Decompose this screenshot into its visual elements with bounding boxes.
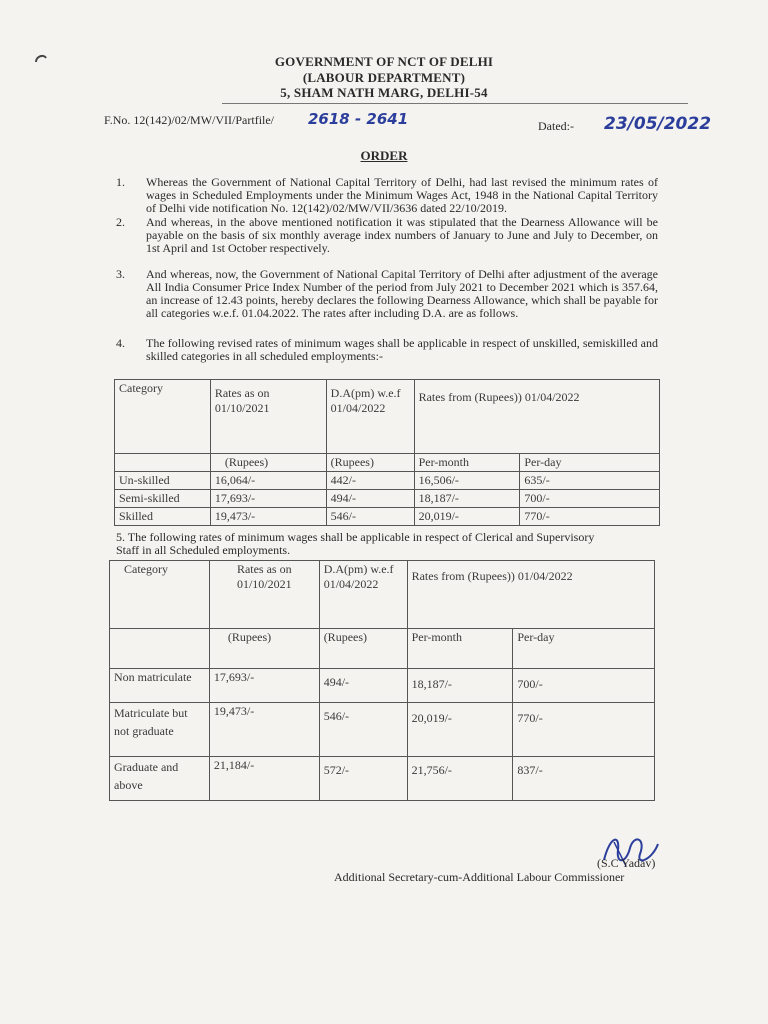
header-category: Category [115,380,211,454]
cell-rate: 19,473/- [210,508,326,526]
cell-per-day: 700/- [513,669,655,703]
header-government: GOVERNMENT OF NCT OF DELHI [274,54,494,69]
cell-category: Matriculate but not graduate [110,703,210,757]
cell-rate: 17,693/- [209,669,319,703]
cell-rate: 17,693/- [210,490,326,508]
table-row [110,757,655,801]
paragraph-3 [118,268,658,320]
table-header-row [115,380,660,454]
header-da: D.A(pm) w.e.f 01/04/2022 [326,380,414,454]
subheader-per-day: Per-day [513,629,655,669]
cell-per-month: 21,756/- [407,757,513,801]
header-new-rates: Rates from (Rupees)) 01/04/2022 [407,561,654,629]
cell-da: 442/- [326,472,414,490]
cell-per-day: 837/- [513,757,655,801]
cell-per-month: 18,187/- [407,669,513,703]
table-subheader-row [115,454,660,472]
paragraph-1 [118,176,658,215]
file-number: F.No. 12(142)/02/MW/VII/Partfile/ [104,113,275,127]
subheader-per-month: Per-month [407,629,513,669]
subheader-empty [110,629,210,669]
table-row [115,508,660,526]
file-number-handwritten: 2618 - 2641 [308,110,409,128]
paragraph-text: And whereas, now, the Government of National Capital Territory of Delhi after adjustment of the average All India Consumer Price Index Number of the period from July 2021 to December 2021 which is 357.64, an increase of 12.43 points, hereby declares the following Dearness Allowance, which shall be payable for all categories w.e.f. 01.04.2022. The rates after including D.A. are as follows. [146,267,658,320]
cell-rate: 19,473/- [209,703,319,757]
paragraph-number: 5. [116,530,125,544]
cell-per-day: 635/- [520,472,660,490]
header-new-rates: Rates from (Rupees)) 01/04/2022 [414,380,659,454]
wages-table-clerical [109,560,655,801]
header-rates: Rates as on 01/10/2021 [210,380,326,454]
cell-per-day: 770/- [520,508,660,526]
header-da: D.A(pm) w.e.f 01/04/2022 [319,561,407,629]
subheader-empty [115,454,211,472]
table-subheader-row [110,629,655,669]
cell-rate: 16,064/- [210,472,326,490]
header-rule [222,103,688,104]
paragraph-number: 4. [116,336,125,350]
cell-per-month: 16,506/- [414,472,520,490]
dated-label: Dated:- [538,119,574,133]
cell-per-day: 770/- [513,703,655,757]
table-header-row [110,561,655,629]
header-department: (LABOUR DEPARTMENT) [302,70,466,85]
cell-per-month: 18,187/- [414,490,520,508]
paragraph-number: 1. [116,175,125,189]
subheader-per-day: Per-day [520,454,660,472]
signatory-name: (S.C Yadav) [597,856,656,870]
wages-table-skill [114,379,660,526]
cell-da: 494/- [319,669,407,703]
table-row [110,703,655,757]
table-row [115,490,660,508]
subheader-per-month: Per-month [414,454,520,472]
cell-category: Un-skilled [115,472,211,490]
paragraph-text: The following revised rates of minimum wages shall be applicable in respect of unskilled, semiskilled and skilled categories in all scheduled employments:- [146,336,658,363]
cell-category: Graduate and above [110,757,210,801]
order-title: ORDER [360,148,408,163]
subheader-rupees: (Rupees) [326,454,414,472]
paragraph-5 [116,531,616,557]
paragraph-number: 3. [116,267,125,281]
cell-category: Non matriculate [110,669,210,703]
subheader-rupees: (Rupees) [209,629,319,669]
cell-per-day: 700/- [520,490,660,508]
cell-category: Skilled [115,508,211,526]
paragraph-text: Whereas the Government of National Capital Territory of Delhi, had last revised the minimum rates of wages in Scheduled Employments under the Minimum Wages Act, 1948 in the National Capital Territory of Delhi vide notification No. 12(142)/02/MW/VII/3636 dated 22/10/2019. [146,175,658,215]
cell-da: 494/- [326,490,414,508]
cell-category: Semi-skilled [115,490,211,508]
paragraph-4 [118,337,658,363]
paragraph-text: And whereas, in the above mentioned notification it was stipulated that the Dearness Allowance will be payable on the basis of six monthly average index numbers of January to June and July to December, on 1st April and 1st October respectively. [146,215,658,255]
cell-per-month: 20,019/- [407,703,513,757]
paragraph-text: The following rates of minimum wages shall be applicable in respect of Clerical and Supervisory Staff in all Scheduled employments. [116,530,595,557]
paragraph-2 [118,216,658,255]
dated-handwritten: 23/05/2022 [604,114,712,134]
cell-rate: 21,184/- [209,757,319,801]
cell-per-month: 20,019/- [414,508,520,526]
subheader-rupees: (Rupees) [210,454,326,472]
subheader-rupees: (Rupees) [319,629,407,669]
cell-da: 572/- [319,757,407,801]
header-rates: Rates as on 01/10/2021 [209,561,319,629]
table-row [110,669,655,703]
table-row [115,472,660,490]
cell-da: 546/- [326,508,414,526]
header-address: 5, SHAM NATH MARG, DELHI-54 [280,85,488,100]
cell-da: 546/- [319,703,407,757]
header-category: Category [110,561,210,629]
paragraph-number: 2. [116,215,125,229]
signatory-designation: Additional Secretary-cum-Additional Labour Commissioner [334,870,625,884]
